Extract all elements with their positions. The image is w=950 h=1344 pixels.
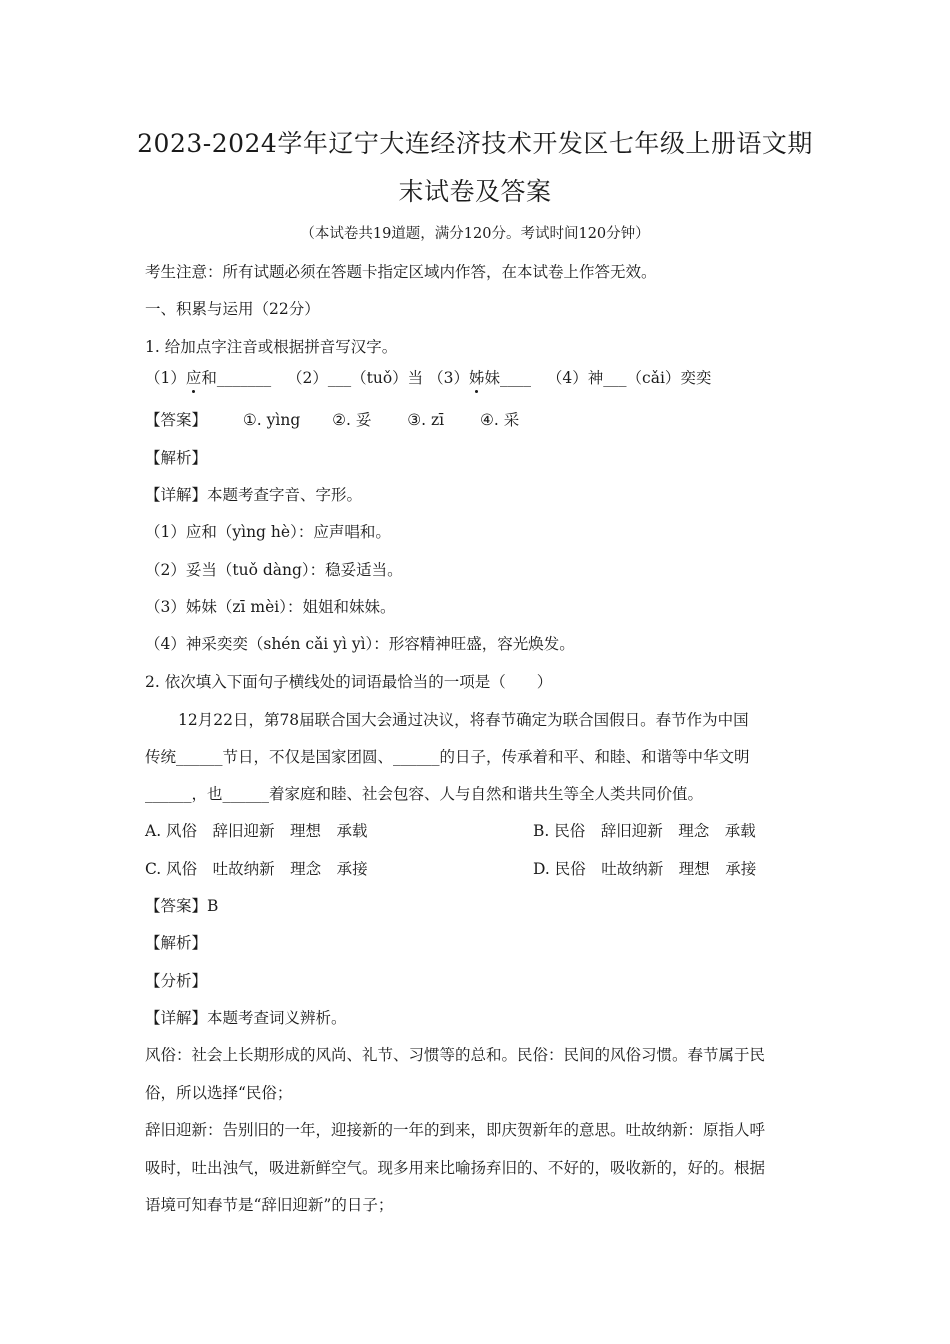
question-1-stem: 1. 给加点字注音或根据拼音写汉字。 bbox=[145, 338, 398, 356]
document-title-line-1: 2023-2024学年辽宁大连经济技术开发区七年级上册语文期 bbox=[137, 129, 813, 158]
question-1-detail: 【详解】本题考查字音、字形。 bbox=[145, 486, 363, 504]
question-2-body-line-5: 语境可知春节是“辞旧迎新”的日子； bbox=[145, 1196, 394, 1214]
answer-item-4: ④. 采 bbox=[480, 411, 520, 429]
q1-item-1-rest: 和_______ bbox=[201, 369, 272, 387]
question-1-explain-4: （4）神采奕奕（shén cǎi yì yì）：形容精神旺盛，容光焕发。 bbox=[145, 635, 575, 653]
q1-item-1-dotted-char: 应 bbox=[185, 369, 202, 387]
q1-item-4: （4）神___（cǎi）奕奕 bbox=[546, 369, 712, 387]
question-1-explain-1: （1）应和（yìng hè）：应声唱和。 bbox=[145, 523, 391, 541]
question-2-body-line-3: 辞旧迎新：告别旧的一年，迎接新的一年的到来，即庆贺新年的意思。吐故纳新：原指人呼 bbox=[145, 1121, 766, 1139]
q1-item-1-number: （1） bbox=[145, 369, 186, 387]
question-2-option-d: D. 民俗 吐故纳新 理想 承接 bbox=[533, 860, 757, 878]
exam-notice: 考生注意：所有试题必须在答题卡指定区域内作答，在本试卷上作答无效。 bbox=[145, 263, 657, 281]
question-2-passage-line-2: 传统______节日，不仅是国家团圆、______的日子，传承着和平、和睦、和谐等中华文明 bbox=[145, 748, 750, 766]
question-2-option-b: B. 民俗 辞旧迎新 理念 承载 bbox=[533, 822, 756, 840]
answer-item-2: ②. 妥 bbox=[332, 411, 372, 429]
q1-item-3-number: （3） bbox=[428, 369, 469, 387]
question-2-analysis-label: 【解析】 bbox=[145, 934, 208, 952]
question-1-analysis-label: 【解析】 bbox=[145, 449, 208, 467]
answer-item-1: ①. yìng bbox=[242, 411, 301, 429]
question-2-answer: 【答案】B bbox=[145, 897, 219, 915]
section-heading: 一、积累与运用（22分） bbox=[145, 300, 320, 318]
document-title-line-2: 末试卷及答案 bbox=[398, 177, 552, 206]
question-1-explain-2: （2）妥当（tuǒ dàng）：稳妥适当。 bbox=[145, 561, 403, 579]
question-2-option-a: A. 风俗 辞旧迎新 理想 承载 bbox=[145, 822, 368, 840]
question-2-passage-line-3: ______，也______着家庭和睦、社会包容、人与自然和谐共生等全人类共同价值。 bbox=[145, 785, 704, 803]
question-2-option-c: C. 风俗 吐故纳新 理念 承接 bbox=[145, 860, 368, 878]
answer-label: 【答案】 bbox=[145, 411, 208, 429]
answer-item-3: ③. zī bbox=[407, 411, 445, 429]
question-2-passage-line-1: 12月22日，第78届联合国大会通过决议，将春节确定为联合国假日。春节作为中国 bbox=[178, 711, 749, 729]
question-2-body-line-2: 俗，所以选择“民俗； bbox=[145, 1084, 293, 1102]
question-2-detail: 【详解】本题考查词义辨析。 bbox=[145, 1009, 347, 1027]
question-1-explain-3: （3）姊妹（zī mèi）：姐姐和妹妹。 bbox=[145, 598, 396, 616]
question-2-fenxi-label: 【分析】 bbox=[145, 972, 208, 990]
question-2-body-line-4: 吸时，吐出浊气，吸进新鲜空气。现多用来比喻扬弃旧的、不好的，吸收新的，好的。根据 bbox=[145, 1159, 766, 1177]
question-2-body-line-1: 风俗：社会上长期形成的风尚、礼节、习惯等的总和。民俗：民间的风俗习惯。春节属于民 bbox=[145, 1046, 766, 1064]
q1-item-3-dotted-char: 姊 bbox=[469, 369, 485, 387]
q1-item-2: （2）___（tuǒ）当 bbox=[287, 369, 424, 387]
q1-item-3-rest: 妹____ bbox=[484, 369, 532, 387]
question-1-items bbox=[145, 368, 711, 388]
exam-subtitle: （本试卷共19道题，满分120分。考试时间120分钟） bbox=[300, 226, 650, 242]
question-2-stem: 2. 依次填入下面句子横线处的词语最恰当的一项是（ ） bbox=[145, 673, 553, 691]
question-1-answer bbox=[145, 410, 519, 430]
